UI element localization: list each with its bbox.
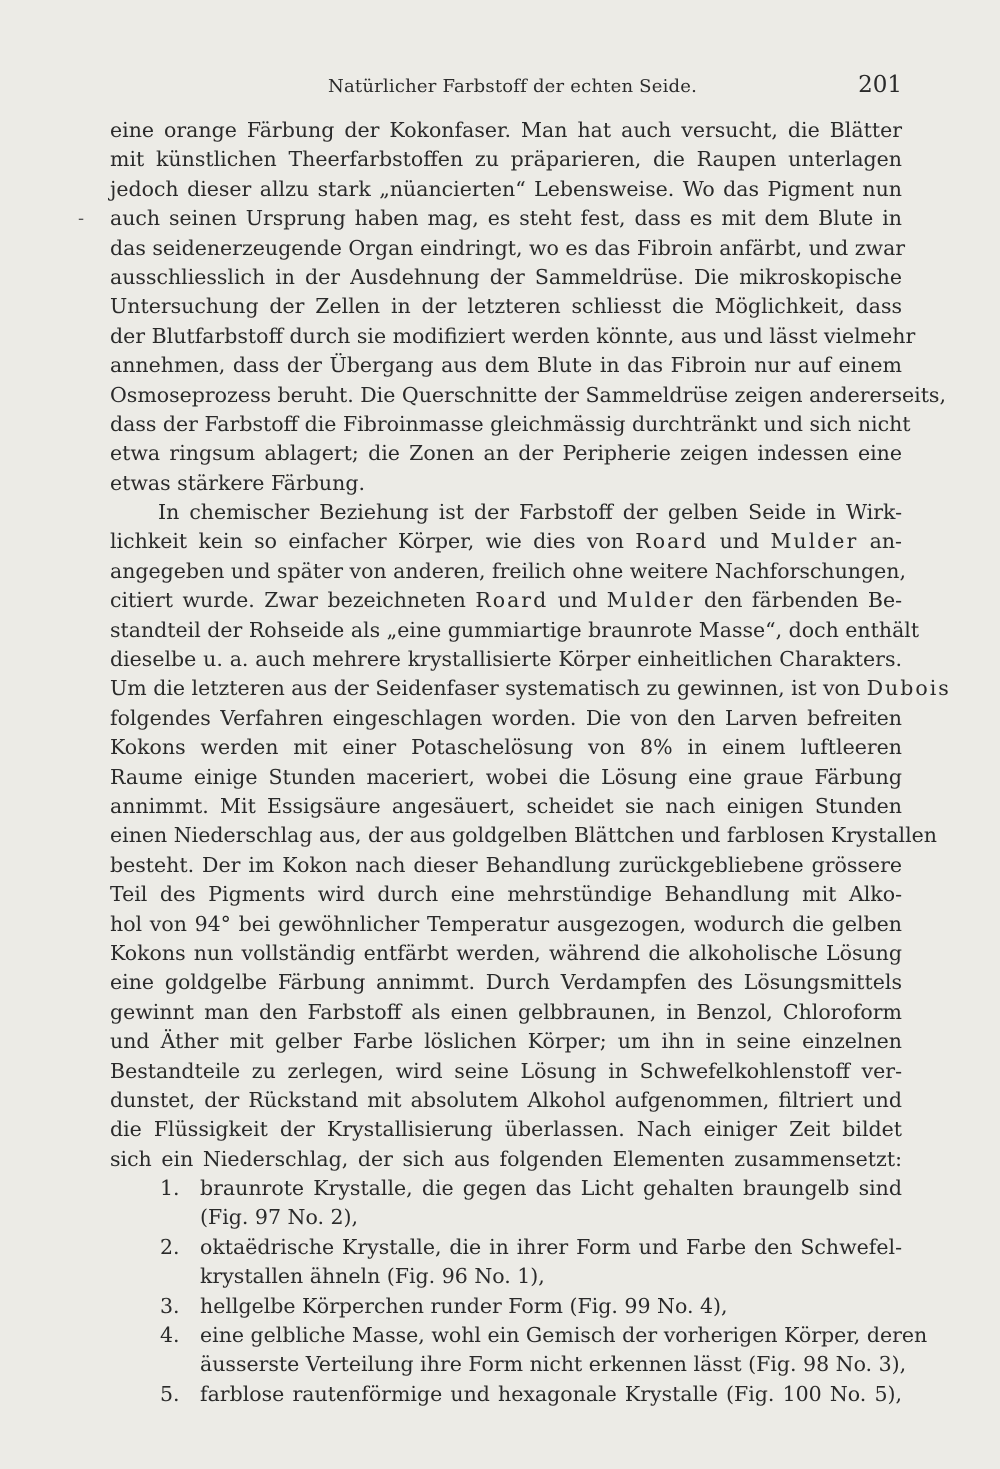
author-name: Mulder xyxy=(606,588,695,613)
text-segment: und xyxy=(719,529,760,554)
list-text: eine gelbliche Masse, wohl ein Gemisch der vorherigen Körper, deren xyxy=(200,1323,928,1348)
text-line: gewinnt man den Farbstoff als einen gelbbraunen, in Benzol, Chloroform xyxy=(110,999,902,1024)
text-line: In chemischer Beziehung ist der Farbstoff der gelben Seide in Wirk- xyxy=(158,500,902,525)
text-line: ausschliesslich in der Ausdehnung der Sammeldrüse. Die mikroskopische xyxy=(110,264,902,289)
text-line xyxy=(110,733,902,762)
list-item-continuation: krystallen ähneln (Fig. 96 No. 1), xyxy=(200,1264,545,1289)
page-number: 201 xyxy=(858,72,902,98)
text-line: etwa ringsum ablagert; die Zonen an der Peripherie zeigen indessen eine xyxy=(110,441,902,466)
author-name: Roard xyxy=(475,588,549,613)
text-line: besteht. Der im Kokon nach dieser Behandlung zurückgebliebene grössere xyxy=(110,852,902,877)
text-line: mit künstlichen Theerfarbstoffen zu präparieren, die Raupen unterlagen xyxy=(110,147,902,172)
text-line: annehmen, dass der Übergang aus dem Blute in das Fibroin nur auf einem xyxy=(110,353,902,378)
text-segment: Kokons werden mit einer Potaschelösung von xyxy=(110,735,626,760)
text-line: jedoch dieser allzu stark „nüancierten“ Lebensweise. Wo das Pigment nun xyxy=(110,176,902,201)
list-text: braunrote Krystalle, die gegen das Licht gehalten braungelb sind xyxy=(200,1176,902,1201)
text-line: eine goldgelbe Färbung annimmt. Durch Verdampfen des Lösungsmittels xyxy=(110,970,902,995)
text-line: standteil der Rohseide als „eine gummiartige braunrote Masse“, doch enthält xyxy=(110,617,920,642)
list-item xyxy=(110,1292,902,1321)
running-title: Natürlicher Farbstoff der echten Seide. xyxy=(328,76,698,97)
list-text: farblose rautenförmige und hexagonale Krystalle (Fig. 100 No. 5), xyxy=(200,1381,902,1406)
text-line: etwas stärkere Färbung. xyxy=(110,470,365,495)
text-line: der Blutfarbstoff durch sie modifiziert werden könnte, aus und lässt vielmehr xyxy=(110,323,916,348)
body-text xyxy=(110,116,951,1409)
text-line: sich ein Niederschlag, der sich aus folgenden Elementen zusammensetzt: xyxy=(110,1146,902,1171)
text-line: Raume einige Stunden maceriert, wobei die Lösung eine graue Färbung xyxy=(110,764,902,789)
list-text: oktaëdrische Krystalle, die in ihrer Form und Farbe den Schwefel- xyxy=(200,1234,902,1259)
text-segment: Um die letzteren aus der Seidenfaser systematisch zu gewinnen, ist von xyxy=(110,676,861,701)
text-line: Bestandteile zu zerlegen, wird seine Lösung in Schwefelkohlenstoff ver- xyxy=(110,1058,902,1083)
list-text: hellgelbe Körperchen runder Form (Fig. 99 No. 4), xyxy=(200,1293,728,1318)
text-segment: und xyxy=(557,588,598,613)
text-segment: in einem luftleeren xyxy=(687,735,902,760)
list-number: 3. xyxy=(160,1293,180,1318)
text-segment: den färbenden Be- xyxy=(703,588,902,613)
text-line: Kokons nun vollständig entfärbt werden, während die alkoholische Lösung xyxy=(110,940,902,965)
text-line: dunstet, der Rückstand mit absolutem Alkohol aufgenommen, filtriert und xyxy=(110,1087,902,1112)
list-item xyxy=(110,1174,902,1203)
text-line: einen Niederschlag aus, der aus goldgelben Blättchen und farblosen Krystallen xyxy=(110,823,938,848)
text-line: das seidenerzeugende Organ eindringt, wo es das Fibroin anfärbt, und zwar xyxy=(110,235,906,260)
list-number: 5. xyxy=(160,1381,180,1406)
text-segment: citiert wurde. Zwar bezeichneten xyxy=(110,588,466,613)
list-item xyxy=(110,1380,902,1409)
text-line: und Äther mit gelber Farbe löslichen Körper; um ihn in seine einzelnen xyxy=(110,1029,902,1054)
text-line: auch seinen Ursprung haben mag, es steht fest, dass es mit dem Blute in xyxy=(110,206,902,231)
text-line: die Flüssigkeit der Krystallisierung überlassen. Nach einiger Zeit bildet xyxy=(110,1117,902,1142)
margin-mark: - xyxy=(78,208,85,229)
text-line xyxy=(110,527,902,556)
author-name: Dubois xyxy=(866,676,951,701)
percent-value: 8% xyxy=(640,735,673,760)
text-line: dieselbe u. a. auch mehrere krystallisierte Körper einheitlichen Charakters. xyxy=(110,647,902,672)
text-segment: lichkeit kein so einfacher Körper, wie dies von xyxy=(110,529,624,554)
text-segment: an- xyxy=(869,529,902,554)
text-line xyxy=(110,674,951,703)
text-line: dass der Farbstoff die Fibroinmasse gleichmässig durchtränkt und sich nicht xyxy=(110,411,911,436)
text-line: Osmoseprozess beruht. Die Querschnitte der Sammeldrüse zeigen andererseits, xyxy=(110,382,946,407)
text-line: Untersuchung der Zellen in der letzteren schliesst die Möglichkeit, dass xyxy=(110,294,902,319)
author-name: Mulder xyxy=(770,529,859,554)
text-line: eine orange Färbung der Kokonfaser. Man hat auch versucht, die Blätter xyxy=(110,118,902,142)
list-item-continuation: (Fig. 97 No. 2), xyxy=(200,1205,359,1230)
list-number: 2. xyxy=(160,1234,180,1259)
list-item-continuation: äusserste Verteilung ihre Form nicht erkennen lässt (Fig. 98 No. 3), xyxy=(200,1352,907,1377)
list-number: 4. xyxy=(160,1323,180,1348)
list-item xyxy=(110,1233,902,1262)
text-line xyxy=(110,586,902,615)
text-line: hol von 94° bei gewöhnlicher Temperatur ausgezogen, wodurch die gelben xyxy=(110,911,902,936)
text-line: Teil des Pigments wird durch eine mehrstündige Behandlung mit Alko- xyxy=(110,882,902,907)
running-head xyxy=(110,72,902,106)
text-line: angegeben und später von anderen, freilich ohne weitere Nachforschungen, xyxy=(110,558,906,583)
text-line: folgendes Verfahren eingeschlagen worden. Die von den Larven befreiten xyxy=(110,705,902,730)
author-name: Roard xyxy=(635,529,709,554)
list-number: 1. xyxy=(160,1176,180,1201)
text-line: annimmt. Mit Essigsäure angesäuert, scheidet sie nach einigen Stunden xyxy=(110,793,902,818)
list-item xyxy=(110,1321,928,1350)
